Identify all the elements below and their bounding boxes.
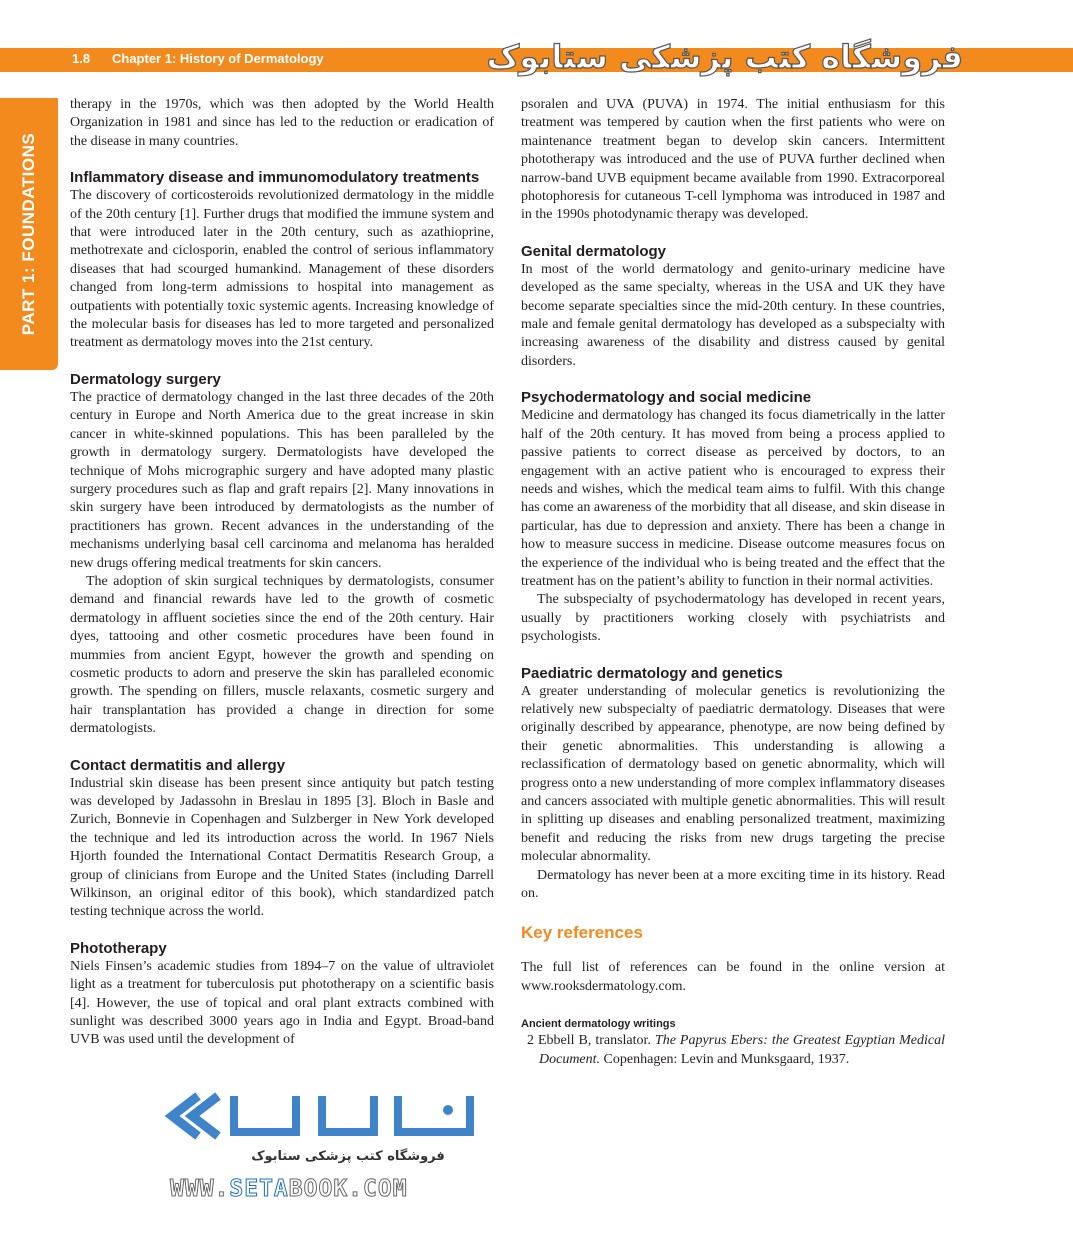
- right-column: [521, 96, 945, 1069]
- watermark-url: [170, 1176, 408, 1202]
- chevron-logo-icon: [172, 1096, 218, 1136]
- heading-phototherapy: Phototherapy: [70, 939, 167, 957]
- reference-author: Ebbell B, translator.: [537, 1033, 651, 1049]
- heading-contact: Contact dermatitis and allergy: [70, 756, 286, 774]
- watermark-url-highlight: SETA: [229, 1176, 289, 1202]
- watermark-url-prefix: WWW.: [170, 1176, 230, 1202]
- heading-genital: Genital dermatology: [521, 242, 667, 260]
- paragraph-psycho-1: Medicine and dermatology has changed its focus diametrically in the latter half of the 20th century. It has moved from being a process applied to passive patients to correct disease as perceived by doctors, to an engagement with an active patient who is encouraged to express their needs and wishes, which the medical team aims to fulfil. With this change has come an awareness of the morbidity that all disease, and skin disease in particular, has due to depression and anxiety. There has been a change in how to measure success in medicine. Disease outcome measures focus on the experience of the individual who is being treated and the effect that the treatment has on the patient’s ability to function in their normal activities.: [521, 408, 945, 589]
- intro-paragraph: therapy in the 1970s, which was then adopted by the World Health Organization in 1981 and since has led to the reduction or eradication of the disease in many countries.: [70, 97, 494, 149]
- part-side-tab: [0, 98, 58, 370]
- watermark-logo-subtext: فروشگاه کتب پزشکی ستابوک: [251, 1149, 445, 1164]
- paragraph-contact: Industrial skin disease has been present since antiquity but patch testing was developed by Jadassohn in Breslau in 1895 [3]. Bloch in Basle and Zurich, Bonnevie in Copenhagen and Sulzberger in New York developed the technique and led its introduction across the world. In 1967 Niels Hjorth founded the International Contact Dermatitis Research Group, a group of clinicians from Europe and the United States (including Darrell Wilkinson, an original editor of this book), which standardized patch testing technique across the world.: [70, 775, 494, 920]
- paragraph-genital: In most of the world dermatology and genito-urinary medicine have developed as the same specialty, whereas in the USA and UK they have become separate specialties since the mid-20th century. In these countries, male and female genital dermatology has developed as a subspecialty with increasing awareness of the disability and distress caused by genital disorders.: [521, 261, 945, 369]
- reference-publisher: Copenhagen: Levin and Munksgaard, 1937.: [603, 1051, 850, 1067]
- reference-title: The Papyrus Ebers: the Greatest Egyptian Medical Document.: [539, 1033, 946, 1067]
- paragraph-psycho-2: The subspecialty of psychodermatology has developed in recent years, usually by practitioners working closely with psychiatrists and psychologists.: [521, 592, 945, 645]
- chapter-title: Chapter 1: History of Dermatology: [112, 51, 324, 66]
- paragraph-phototherapy: Niels Finsen’s academic studies from 1894–7 on the value of ultraviolet light as a treatment for tuberculosis put phototherapy on a scientific basis [4]. However, the use of topical and oral plant extracts combined with sunlight was described 3000 years ago in India and Egypt. Broad-band UVB was used until the development of: [70, 958, 494, 1048]
- paragraph-key-references: The full list of references can be found in the online version at www.rooksdermatology.com.: [521, 960, 945, 994]
- left-column: [70, 96, 494, 1050]
- paragraph-paediatric-1: A greater understanding of molecular genetics is revolutionizing the relatively new subspecialty of paediatric dermatology. Diseases that were originally described by appearance, phenotype, are now being defined by their genetic abnormalities. This understanding is allowing a reclassification of dermatology based on genetic abnormality, which will progress onto a new understanding of more complex inflammatory diseases and cancers associated with multiple genetic abnormalities. This will result in splitting up diseases and enabling personalized treatment, maximizing benefit and reducing the risks from new drugs targeting the precise molecular abnormality.: [521, 683, 945, 865]
- heading-surgery: Dermatology surgery: [70, 370, 221, 388]
- heading-paediatric: Paediatric dermatology and genetics: [521, 664, 783, 682]
- heading-inflammatory: Inflammatory disease and immunomodulatory treatments: [70, 169, 480, 187]
- paragraph-surgery-1: The practice of dermatology changed in the last three decades of the 20th century in Europe and North America due to the great increase in skin cancer in white-skinned populations. This has been paralleled by the growth in dermatology surgery. Dermatologists have developed the technique of Mohs micrographic surgery and have adopted many plastic surgery procedures such as flap and graft repairs [2]. Many innovations in skin surgery have been introduced by dermatologists as the number of practitioners has grown. Recent advances in the understanding of the mechanisms underlying basal cell carcinoma and melanoma has heralded new drugs offering medical treatments for skin cancers.: [70, 389, 494, 571]
- page-number: 1.8: [72, 51, 91, 66]
- watermark-url-suffix: BOOK.COM: [288, 1176, 408, 1202]
- reference-number: 2: [527, 1033, 534, 1049]
- paragraph-surgery-2: The adoption of skin surgical techniques by dermatologists, consumer demand and financial rewards have led to the growth of cosmetic dermatology in affluent societies since the end of the 20th century. Hair dyes, tattooing and other cosmetic procedures have been found in mummies from ancient Egypt, however the growth and spending on cosmetic products to adorn and preserve the skin has paralleled economic growth. The spending on fillers, muscle relaxants, cosmetic surgery and hair transplantation has provided a change in direction for some dermatologists.: [70, 573, 494, 737]
- watermark-store-name: فروشگاه کتب پزشکی ستابوک: [486, 38, 963, 76]
- heading-key-references: Key references: [521, 923, 643, 943]
- paragraph-puva: psoralen and UVA (PUVA) in 1974. The initial enthusiasm for this treatment was tempered by caution when the first patients who were on maintenance treatment began to develop skin cancers. Intermittent phototherapy was introduced and the use of PUVA further declined when narrow-band UVB equipment became available from 1990. Extracorporeal photophoresis for cutaneous T-cell lymphoma was introduced in 1987 and in the 1990s photodynamic therapy was developed.: [521, 97, 945, 223]
- heading-psycho: Psychodermatology and social medicine: [521, 389, 812, 407]
- paragraph-inflammatory: The discovery of corticosteroids revolutionized dermatology in the middle of the 20th century [1]. Further drugs that modified the immune system and that were introduced later in the 20th century, such as azathioprine, methotrexate and ciclosporin, enabled the control of serious inflammatory diseases that had scourged humankind. Management of these disorders changed from long-term admissions to hospital into management as outpatients with potentially toxic systemic agents. Increasing knowledge of the molecular basis for diseases has led to more targeted and personalized treatment as dermatology moves into the 21st century.: [70, 188, 494, 351]
- paragraph-paediatric-2: Dermatology has never been at a more exciting time in its history. Read on.: [521, 867, 945, 902]
- reference-2: [521, 1032, 945, 1069]
- heading-ancient-writings: Ancient dermatology writings: [521, 1018, 676, 1031]
- part-label: PART 1: FOUNDATIONS: [19, 132, 38, 336]
